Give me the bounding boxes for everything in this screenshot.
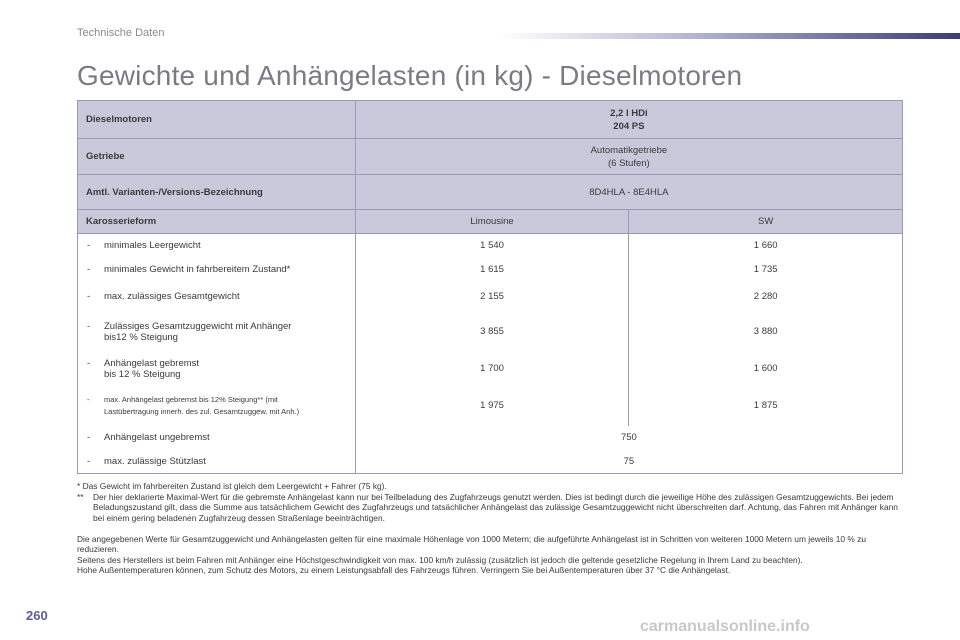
row-label-line1: Anhängelast gebremst — [104, 357, 200, 369]
footnote-1: * Das Gewicht im fahrbereiten Zustand ist gleich dem Leergewicht + Fahrer (75 kg). — [77, 481, 387, 491]
footnote-2 — [77, 492, 899, 523]
engine-value — [355, 101, 902, 139]
row-value-sw: 3 880 — [629, 312, 903, 352]
notes-paragraph-1: Die angegebenen Werte für Gesamtzuggewicht und Anhängelasten gelten für eine maximale Höhenlage von 1000 Metern; die aufgeführte Anhängelast ist in Schritten von weiteren 1000 Metern um jeweils 10 % zu reduzieren. — [77, 534, 866, 555]
watermark: carmanualsonline.info — [640, 618, 810, 635]
row-value-limousine: 1 540 — [355, 234, 629, 258]
body-type-limousine: Limousine — [355, 210, 629, 234]
row-value-sw: 1 735 — [629, 258, 903, 282]
weights-table — [77, 100, 903, 474]
table-row — [78, 282, 903, 312]
row-label-line1: max. Anhängelast gebremst bis 12% Steigung** (mit — [104, 394, 278, 404]
row-value-limousine: 1 975 — [355, 386, 629, 426]
variant-row — [78, 175, 903, 210]
row-label-line2: Lastübertragung innerh. des zul. Gesamtzuggew. mit Anh.) — [104, 406, 300, 416]
row-label — [78, 426, 356, 450]
engine-value-line2: 204 PS — [613, 120, 645, 132]
row-dash: - — [87, 264, 91, 275]
row-label-text: minimales Leergewicht — [104, 240, 201, 252]
table-row — [78, 312, 903, 352]
footnote-2-text: Der hier deklarierte Maximal-Wert für die gebremste Anhängelast kann nur bei Teilbeladung des Zugfahrzeugs genutzt werden. Dies ist bedingt durch die jeweilige Höhe des zulässigen Gesamtzuggewichts. Bei jedem Beladungszustand gilt, dass die Summe aus tatsächlichem Gewicht des Zugfahrzeugs und tatsächlicher Anhängelast das zulässige Gesamtzuggewicht nicht überschreiten darf. Achtung, das Fahren mit Anhänger kann bei einem gering beladenen Zugfahrzeug dessen Straßenlage beeinträchtigen. — [93, 492, 898, 523]
body-type-row — [78, 210, 903, 234]
engine-label: Dieselmotoren — [78, 101, 356, 139]
row-dash: - — [87, 240, 91, 252]
notes-paragraph-2: Seitens des Herstellers ist beim Fahren mit Anhänger eine Höchstgeschwindigkeit von max. 100 km/h zulässig (zusätzlich ist jedoch die geltende gesetzliche Regelung in Ihrem Land zu beachten). — [77, 554, 803, 565]
row-label — [78, 282, 356, 312]
row-label-text: Anhängelast ungebremst — [104, 432, 210, 443]
row-label-line2: bis 12 % Steigung — [104, 368, 181, 380]
gearbox-value-line2: (6 Stufen) — [608, 157, 650, 169]
row-label-text: max. zulässiges Gesamtgewicht — [104, 291, 240, 302]
footnote-2-mark: ** — [77, 492, 84, 502]
variant-label: Amtl. Varianten-/Versions-Bezeichnung — [78, 175, 356, 210]
row-dash: - — [87, 357, 91, 369]
table-row — [78, 426, 903, 450]
row-value-limousine: 3 855 — [355, 312, 629, 352]
row-dash: - — [87, 394, 90, 404]
row-value-limousine: 2 155 — [355, 282, 629, 312]
row-label-line1: Zulässiges Gesamtzuggewicht mit Anhänger — [104, 320, 292, 332]
table-row — [78, 234, 903, 258]
gearbox-row — [78, 139, 903, 175]
row-value-sw: 2 280 — [629, 282, 903, 312]
gearbox-value — [355, 139, 902, 175]
row-label — [78, 258, 356, 282]
row-label-text: minimales Gewicht in fahrbereitem Zustand* — [104, 264, 291, 275]
page-title: Gewichte und Anhängelasten (in kg) - Dieselmotoren — [77, 60, 743, 91]
table-row — [78, 386, 903, 426]
table-row — [78, 450, 903, 474]
gearbox-label: Getriebe — [78, 139, 356, 175]
row-value-shared: 75 — [355, 450, 902, 474]
row-dash: - — [87, 320, 91, 332]
header-gradient-bar — [500, 33, 960, 39]
notes-paragraph-3: Hohe Außentemperaturen können, zum Schutz des Motors, zu einem Leistungsabfall des Fahrzeugs führen. Verringern Sie bei Außentemperaturen über 37 °C die Anhängelast. — [77, 564, 731, 575]
row-dash: - — [87, 291, 91, 302]
row-label — [78, 352, 356, 386]
body-type-label: Karosserieform — [78, 210, 356, 234]
page-number: 260 — [26, 608, 48, 623]
engine-row — [78, 101, 903, 139]
row-label-line2: bis12 % Steigung — [104, 331, 178, 343]
variant-value: 8D4HLA - 8E4HLA — [355, 175, 902, 210]
row-label-text: max. zulässige Stützlast — [104, 455, 206, 467]
row-value-sw: 1 600 — [629, 352, 903, 386]
engine-value-line1: 2,2 l HDi — [610, 107, 648, 119]
row-value-shared: 750 — [355, 426, 902, 450]
body-type-sw: SW — [629, 210, 903, 234]
notes-paragraph — [77, 534, 897, 575]
row-label — [78, 312, 356, 352]
row-dash: - — [87, 455, 91, 467]
row-label — [78, 450, 356, 474]
row-label — [78, 234, 356, 258]
gearbox-value-line1: Automatikgetriebe — [590, 144, 668, 156]
row-value-limousine: 1 615 — [355, 258, 629, 282]
row-value-sw: 1 875 — [629, 386, 903, 426]
table-row — [78, 352, 903, 386]
section-label: Technische Daten — [77, 27, 165, 39]
row-value-sw: 1 660 — [629, 234, 903, 258]
row-value-limousine: 1 700 — [355, 352, 629, 386]
table-row — [78, 258, 903, 282]
row-dash: - — [87, 432, 91, 443]
row-label — [78, 386, 356, 426]
